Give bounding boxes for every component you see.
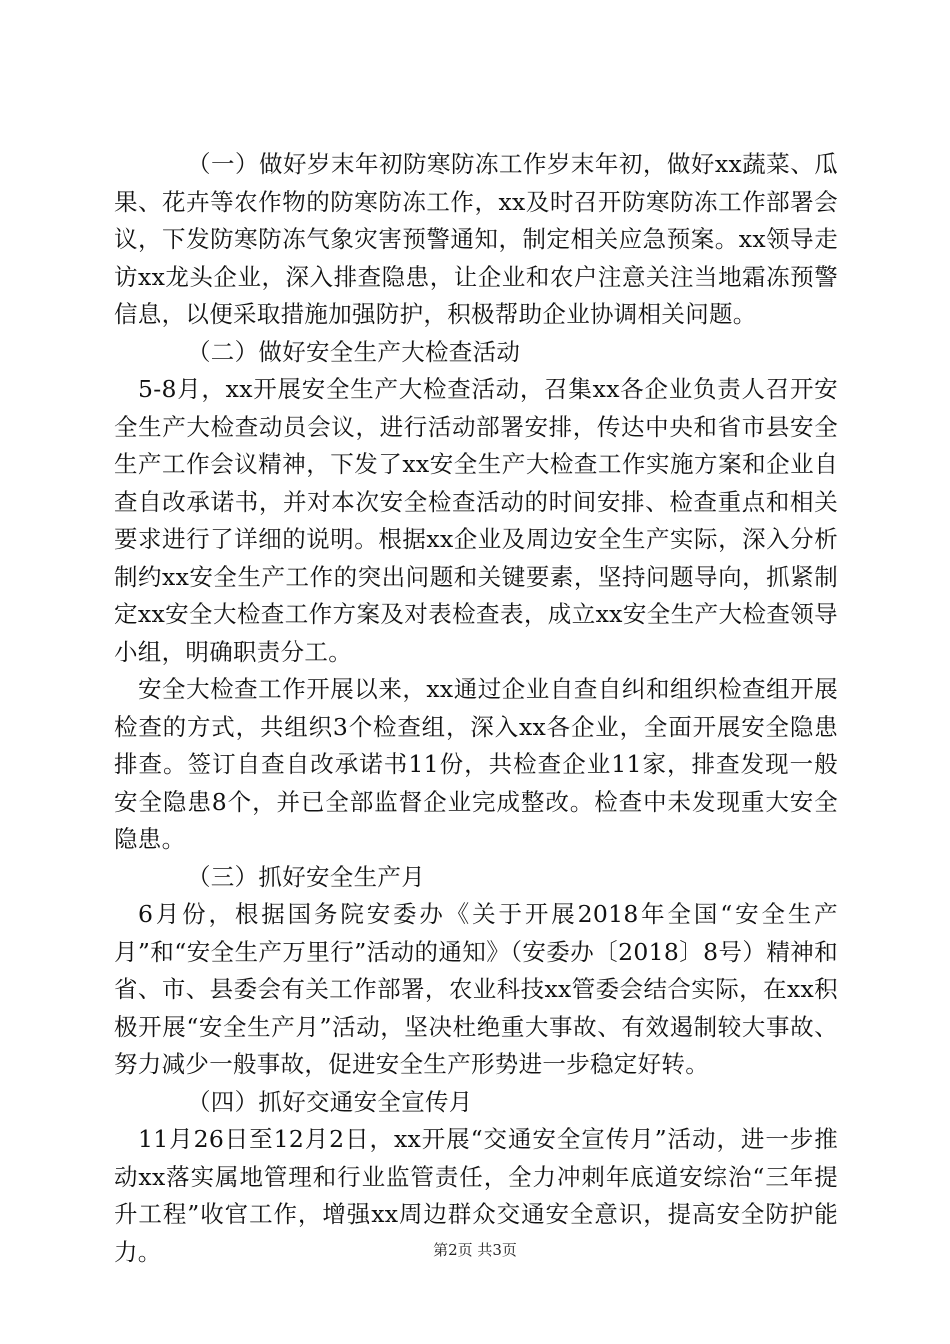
document-body: [114, 146, 838, 1271]
section-heading-traffic-month: （四）抓好交通安全宣传月: [187, 1087, 473, 1116]
page-number-footer: 第2页 共3页: [433, 1241, 517, 1259]
section-heading-safety-month: （三）抓好安全生产月: [187, 862, 425, 891]
paragraph-inspection-results: 安全大检查工作开展以来，xx通过企业自查自纠和组织检查组开展检查的方式，共组织3个检查组，深入xx各企业，全面开展安全隐患排查。签订自查自改承诺书11份，共检查企业11家，排查发现一般安全隐患8个，并已全部监督企业完成整改。检查中未发现重大安全隐患。: [114, 675, 838, 853]
paragraph-safety-inspection: 5-8月，xx开展安全生产大检查活动，召集xx各企业负责人召开安全生产大检查动员会议，进行活动部署安排，传达中央和省市县安全生产工作会议精神，下发了xx安全生产大检查工作实施方案和企业自查自改承诺书，并对本次安全检查活动的时间安排、检查重点和相关要求进行了详细的说明。根据xx企业及周边安全生产实际，深入分析制约xx安全生产工作的突出问题和关键要素，坚持问题导向，抓紧制定xx安全大检查工作方案及对表检查表，成立xx安全生产大检查领导小组，明确职责分工。: [114, 375, 838, 666]
section-heading-safety-inspection: （二）做好安全生产大检查活动: [187, 337, 521, 366]
paragraph-winter-protection: （一）做好岁末年初防寒防冻工作岁末年初，做好xx蔬菜、瓜果、花卉等农作物的防寒防冻工作，xx及时召开防寒防冻工作部署会议，下发防寒防冻气象灾害预警通知，制定相关应急预案。xx领导走访xx龙头企业，深入排查隐患，让企业和农户注意关注当地霜冻预警信息，以便采取措施加强防护，积极帮助企业协调相关问题。: [114, 150, 838, 328]
paragraph-traffic-month: 11月26日至12月2日，xx开展“交通安全宣传月”活动，进一步推动xx落实属地管理和行业监管责任，全力冲刺年底道安综治“三年提升工程”收官工作，增强xx周边群众交通安全意识，提高安全防护能力。: [114, 1125, 838, 1266]
paragraph-safety-month: 6月份，根据国务院安委办《关于开展2018年全国“安全生产月”和“安全生产万里行”活动的通知》（安委办〔2018〕8号）精神和省、市、县委会有关工作部署，农业科技xx管委会结合实际，在xx积极开展“安全生产月”活动，坚决杜绝重大事故、有效遏制较大事故、努力减少一般事故，促进安全生产形势进一步稳定好转。: [114, 900, 838, 1078]
